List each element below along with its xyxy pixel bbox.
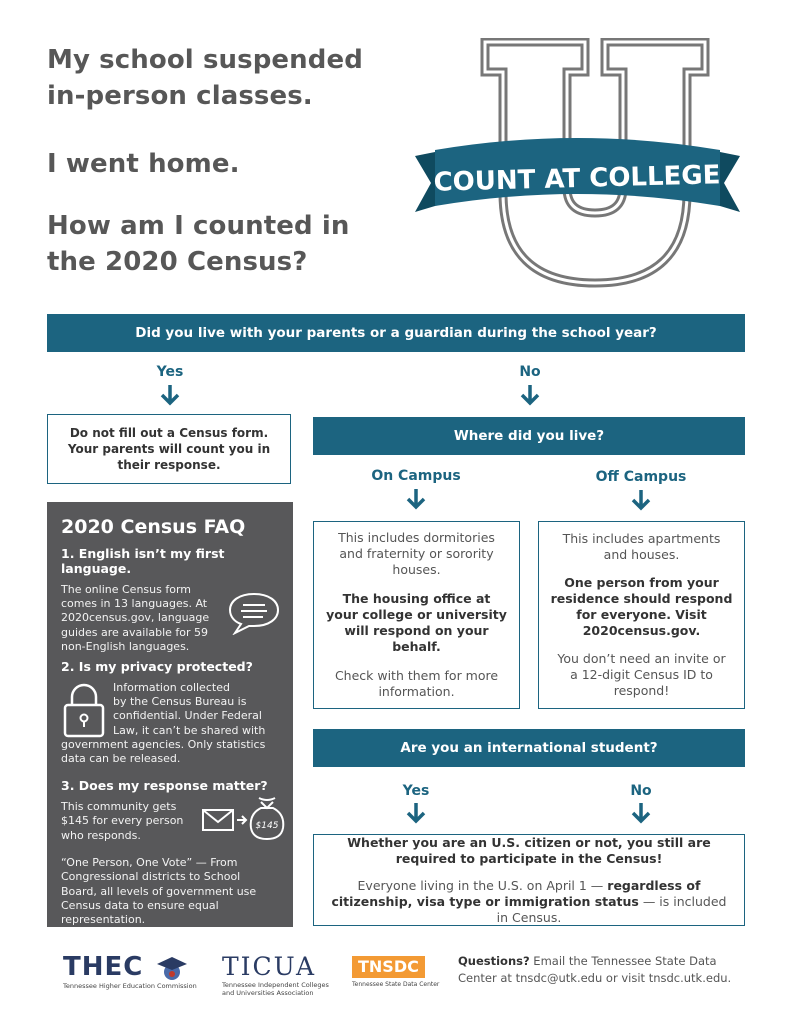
logo-banner-text: COUNT AT COLLEGE [433,160,721,198]
headline-line3: I went home. [47,149,240,179]
off-campus-text2: One person from your residence should respond for everyone. Visit 2020census.gov. [550,575,733,638]
question-where-live: Where did you live? [453,428,605,444]
headline-line1: My school suspended [47,45,363,75]
faq-q2: 2. Is my privacy protected? [61,659,253,674]
on-campus-text3: Check with them for more information. [334,668,499,699]
ticua-subtitle-1: Tennessee Independent Colleges [222,981,329,989]
faq-title: 2020 Census FAQ [61,516,246,538]
faq-a1: The online Census form comes in 13 languages. At 2020census.gov, language guides are available for 59 non-English languages. [61,583,210,653]
faq-q3: 3. Does my response matter? [61,778,268,794]
faq-a2-line2: by the Census Bureau is [113,695,247,709]
footer-questions-text: Email the Tennessee State Data Center at tnsdc@utk.edu or visit tnsdc.utk.edu. [458,954,732,985]
off-campus-arrow-icon [630,489,652,511]
q1-no-arrow-icon [519,384,541,406]
headline-line5: the 2020 Census? [47,247,308,277]
ticua-logo-text: TICUA [222,952,317,981]
on-campus-label: On Campus [371,468,461,484]
thec-subtitle: Tennessee Higher Education Commission [63,982,197,990]
money-bag-amount: $145 [255,821,279,832]
envelope-to-money-icon [201,794,287,842]
q1-yes-label: Yes [156,364,184,380]
on-campus-box [313,521,520,709]
question-live-with-parents: Did you live with your parents or a guardian during the school year? [135,325,657,341]
census-faq-panel [47,502,293,927]
off-campus-text3: You don’t need an invite or a 12-digit Census ID to respond! [557,651,726,698]
ticua-subtitle-2: and Universities Association [222,989,314,997]
international-answer-pre: Everyone living in the U.S. on April 1 — [357,877,608,893]
thec-logo-text: THEC [63,952,144,982]
q3-no-label: No [630,783,652,799]
q3-yes-label: Yes [402,783,430,799]
faq-a2-rest: government agencies. Only statistics data can be released. [61,737,266,766]
faq-a4: “One Person, One Vote” — From Congressional districts to School Board, all levels of government use Census data to ensure equal representation. [61,856,257,927]
on-campus-arrow-icon [405,488,427,510]
international-answer-post: — is included in Census. [496,893,727,925]
off-campus-label: Off Campus [595,469,687,485]
tnsdc-logo-text: TNSDC [352,956,425,978]
faq-a2-line1: Information collected [113,681,230,694]
graduation-cap-icon [155,955,189,981]
tnsdc-logo [352,956,447,988]
ticua-logo [222,953,352,997]
international-answer-bold: Whether you are an U.S. citizen or not, you still are required to participate in the Census! [347,834,711,866]
international-answer-box [313,834,745,926]
headline-line2: in-person classes. [47,81,313,111]
thec-logo [63,953,213,990]
parents-count-you-text: Do not fill out a Census form. Your parents will count you in their response. [67,426,271,472]
on-campus-text2: The housing office at your college or university will respond on your behalf. [326,591,507,654]
faq-q1: 1. English isn’t my first language. [61,546,225,576]
q3-no-arrow-icon [630,802,652,824]
question-where-live-bar [313,417,745,455]
international-answer-bold2: regardless of citizenship, visa type or immigration status [331,877,701,909]
count-at-college-logo [405,38,750,288]
off-campus-text1: This includes apartments and houses. [562,531,721,562]
footer-questions-bold: Questions? [458,954,530,968]
q3-yes-arrow-icon [405,802,427,824]
faq-a2-line3: confidential. Under Federal [113,709,262,723]
question-live-with-parents-bar [47,314,745,352]
off-campus-box [538,521,745,709]
question-international-bar [313,729,745,767]
padlock-icon [63,683,105,739]
q1-no-label: No [519,364,541,380]
faq-a3: This community gets $145 for every person who responds. [61,800,184,842]
q1-yes-arrow-icon [159,384,181,406]
headline-line4: How am I counted in [47,211,350,241]
parents-count-you-box [47,414,291,484]
on-campus-text1: This includes dormitories and fraternity or sorority houses. [338,530,495,577]
tnsdc-subtitle: Tennessee State Data Center [352,981,440,988]
question-international: Are you an international student? [400,740,658,756]
faq-a2-line4: Law, it can’t be shared with [113,723,266,737]
speech-bubble-icon [227,591,281,635]
footer-questions [458,953,758,987]
